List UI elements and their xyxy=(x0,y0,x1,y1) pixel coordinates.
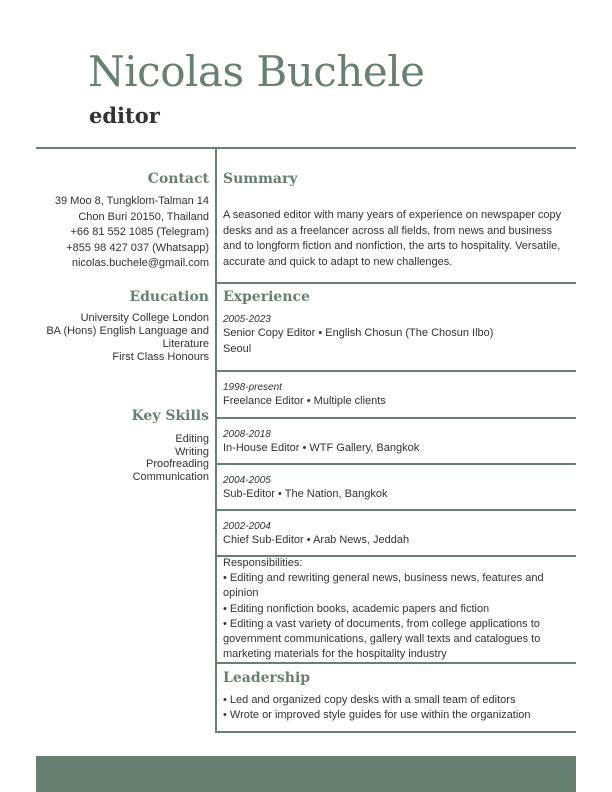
job-role: Chief Sub-Editor • Arab News, Jeddah xyxy=(223,534,410,546)
responsibility-item: • Editing a vast variety of documents, from college applications to government communications, gallery wall texts and catalogues to marketing materials for the hospitality industry xyxy=(223,617,541,661)
summary-heading: Summary xyxy=(223,171,298,187)
candidate-title: editor xyxy=(89,103,160,128)
job-entry xyxy=(217,474,576,502)
job-dates: 2008-2018 xyxy=(223,429,271,440)
job-entry xyxy=(217,520,576,548)
job-role: Senior Copy Editor • English Chosun (The Chosun Ilbo) xyxy=(223,327,494,339)
education-degree-cont: Literature xyxy=(162,338,209,350)
summary-text: A seasoned editor with many years of experience on newspaper copy desks and as a freelancer across all fields, from news and business and to longform fiction and nonfiction, the arts to hospitality. Versatile, accurate and quick to adapt to new challenges. xyxy=(223,209,562,268)
responsibility-item: • Editing and rewriting general news, business news, features and opinion xyxy=(223,572,544,600)
skill-item: Communication xyxy=(132,471,209,484)
job-location: Seoul xyxy=(223,343,252,355)
job-divider xyxy=(217,463,576,465)
section-divider xyxy=(217,731,576,733)
job-entry xyxy=(217,381,576,409)
skill-item: Writing xyxy=(174,445,209,458)
leadership-section xyxy=(217,669,576,723)
summary-section xyxy=(217,170,576,270)
contact-address-line2: Chon Buri 20150, Thailand xyxy=(78,210,209,223)
job-divider xyxy=(217,509,576,511)
job-dates: 1998-present xyxy=(223,382,282,393)
leadership-item: • Led and organized copy desks with a small team of editors xyxy=(223,694,516,706)
contact-email: nicolas.buchele@gmail.com xyxy=(71,257,209,269)
education-section xyxy=(36,288,209,364)
candidate-name: Nicolas Buchele xyxy=(88,47,425,96)
skill-item: Editing xyxy=(175,433,209,445)
education-school: University College London xyxy=(80,312,209,324)
contact-heading: Contact xyxy=(147,171,209,187)
education-honours: First Class Honours xyxy=(112,351,209,363)
experience-heading: Experience xyxy=(223,289,310,305)
job-dates: 2002-2004 xyxy=(223,521,271,532)
responsibilities-section xyxy=(217,556,576,662)
job-dates: 2005-2023 xyxy=(223,314,271,325)
contact-phone-telegram: +66 81 552 1085 (Telegram) xyxy=(70,226,209,238)
experience-section xyxy=(217,288,576,357)
skills-section xyxy=(36,407,209,484)
responsibilities-label: Responsibilities: xyxy=(223,557,303,569)
footer-bar xyxy=(36,756,576,792)
education-heading: Education xyxy=(129,289,209,305)
education-degree: BA (Hons) English Language and xyxy=(46,325,209,337)
contact-section xyxy=(36,170,209,272)
leadership-heading: Leadership xyxy=(223,670,311,686)
job-role: Freelance Editor • Multiple clients xyxy=(223,395,386,407)
job-role: Sub-Editor • The Nation, Bangkok xyxy=(223,488,388,500)
job-entry xyxy=(217,428,576,456)
skills-heading: Key Skills xyxy=(131,408,209,424)
header-divider xyxy=(36,147,576,149)
leadership-item: • Wrote or improved style guides for use within the organization xyxy=(223,709,531,722)
contact-address-line1: 39 Moo 8, Tungklom-Talman 14 xyxy=(54,195,209,207)
job-divider xyxy=(217,370,576,372)
contact-phone-whatsapp: +855 98 427 037 (Whatsapp) xyxy=(66,241,209,254)
section-divider xyxy=(217,662,576,664)
responsibility-item: • Editing nonfiction books, academic papers and fiction xyxy=(223,602,490,615)
job-divider xyxy=(217,417,576,419)
job-dates: 2004-2005 xyxy=(223,475,271,486)
job-role: In-House Editor • WTF Gallery, Bangkok xyxy=(223,442,420,454)
section-divider xyxy=(217,282,576,284)
skill-item: Proofreading xyxy=(146,458,209,471)
